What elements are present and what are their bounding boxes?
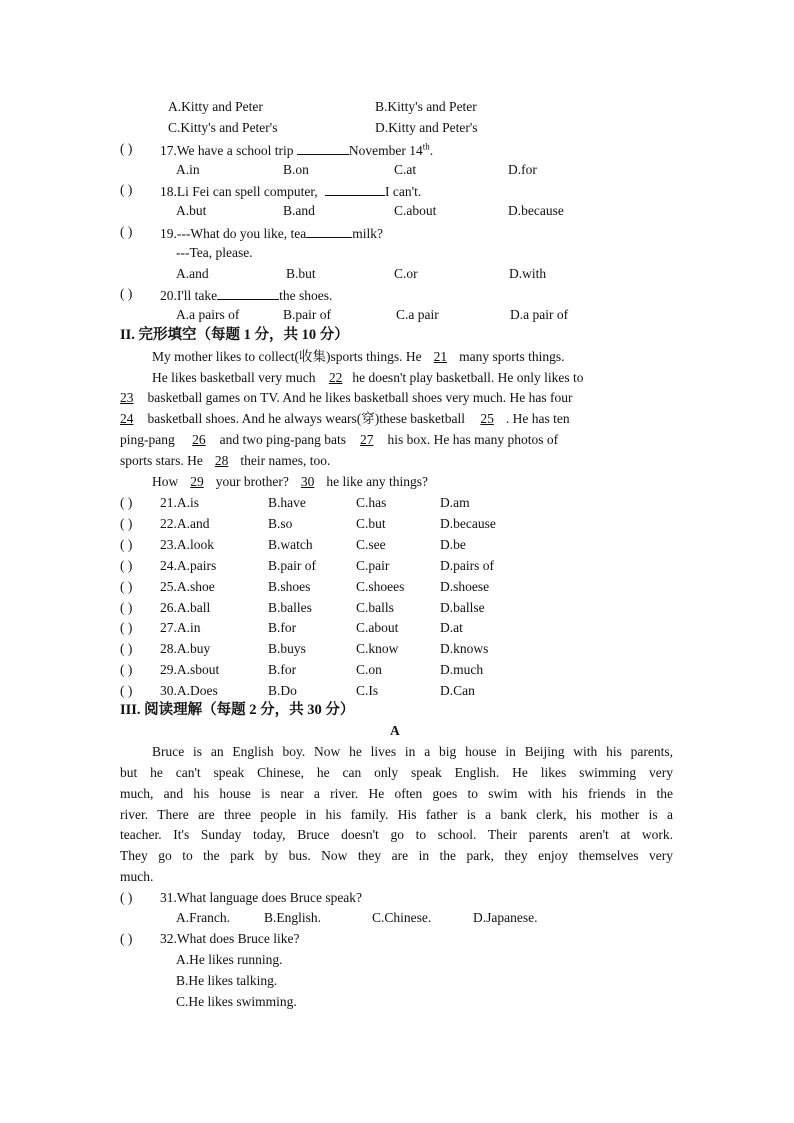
q17-end: . — [429, 143, 434, 158]
q19-after: milk? — [352, 226, 383, 241]
cloze-text: many sports things. — [459, 349, 565, 364]
cloze-question-option-b: B.for — [268, 620, 297, 635]
cloze-question-option-c: C.balls — [356, 600, 394, 615]
q17-after: November 14 — [348, 143, 423, 158]
passage-line-5: teacher. It's Sunday today, Bruce doesn't go to school. Their parents aren't at work. — [120, 827, 673, 842]
cloze-text: ping-pang — [120, 432, 179, 447]
cloze-text: sports stars. He — [120, 453, 203, 468]
passage-label: A — [390, 723, 400, 738]
cloze-question-option-b: B.Do — [268, 683, 297, 698]
q17-paren: ( ) — [120, 141, 133, 156]
cloze-question-option-c: C.but — [356, 516, 386, 531]
cloze-question-option-num: 26.A.ball — [160, 600, 211, 615]
cloze-question-option-d: D.because — [440, 516, 496, 531]
cloze-blank-30[interactable]: 30 — [300, 474, 315, 489]
cloze-question-option-b: B.shoes — [268, 579, 311, 594]
cloze-text: How — [152, 474, 179, 489]
passage-line-4: river. There are three people in his family. His father is a bank clerk, his mother is a — [120, 807, 673, 822]
cloze-text: and two ping-pang bats — [219, 432, 346, 447]
section2-heading: II. 完形填空（每题 1 分，共 10 分） — [120, 327, 349, 343]
q18-option-d: D.because — [508, 203, 564, 218]
cloze-blank-22[interactable]: 22 — [328, 370, 343, 385]
cloze-question-option-c: C.Is — [356, 683, 379, 698]
passage-line-1: Bruce is an English boy. Now he lives in a big house in Beijing with his parents, — [152, 744, 673, 759]
q19-paren: ( ) — [120, 224, 133, 239]
cloze-text: basketball games on TV. And he likes basketball shoes very much. He has four — [147, 390, 573, 405]
q19-stem — [160, 223, 383, 243]
cloze-text: your brother? — [215, 474, 289, 489]
q17-option-a: A.in — [176, 162, 200, 177]
q17-stem — [160, 140, 433, 160]
q18-option-a: A.but — [176, 203, 207, 218]
q20-after: the shoes. — [279, 288, 333, 303]
cloze-hint: 穿 — [361, 411, 375, 426]
cloze-question-option-d: D.at — [440, 620, 463, 635]
cloze-line-4 — [120, 410, 570, 428]
q17-stem-text: 17.We have a school trip — [160, 143, 294, 158]
q20-option-a: A.a pairs of — [176, 307, 240, 322]
q32-stem: 32.What does Bruce like? — [160, 931, 300, 946]
cloze-question-paren: ( ) — [120, 516, 133, 531]
q20-paren: ( ) — [120, 286, 133, 301]
q19-option-d: D.with — [509, 266, 547, 281]
cloze-text: their names, too. — [240, 453, 331, 468]
q20-stem-text: 20.I'll take — [160, 288, 218, 303]
cloze-line-2 — [152, 369, 583, 387]
q16-option-b: B.Kitty's and Peter — [375, 99, 477, 114]
cloze-line-5 — [120, 431, 558, 449]
q20-answer-blank[interactable] — [217, 285, 279, 300]
cloze-line-3 — [120, 389, 573, 407]
q16-option-a: A.Kitty and Peter — [168, 99, 263, 114]
q17-option-d: D.for — [508, 162, 537, 177]
cloze-question-option-d: D.ballse — [440, 600, 485, 615]
cloze-question-option-num: 30.A.Does — [160, 683, 218, 698]
cloze-question-paren: ( ) — [120, 662, 133, 677]
q31-option-a: A.Franch. — [176, 910, 230, 925]
q20-stem — [160, 285, 332, 305]
cloze-question-option-b: B.so — [268, 516, 293, 531]
cloze-line-7 — [152, 473, 428, 491]
q18-stem-text: 18.Li Fei can spell computer, — [160, 184, 318, 199]
cloze-question-option-c: C.pair — [356, 558, 390, 573]
cloze-question-option-d: D.Can — [440, 683, 475, 698]
passage-line-3: much, and his house is near a river. He often goes to swim with his friends in the — [120, 786, 673, 801]
section3-heading: III. 阅读理解（每题 2 分，共 30 分） — [120, 702, 355, 718]
q32-option-c: C.He likes swimming. — [176, 994, 297, 1009]
cloze-question-option-d: D.knows — [440, 641, 489, 656]
cloze-line-6 — [120, 452, 330, 470]
cloze-text: )sports things. He — [325, 349, 422, 364]
cloze-text: basketball shoes. And he always wears( — [147, 411, 362, 426]
cloze-question-paren: ( ) — [120, 600, 133, 615]
q20-option-c: C.a pair — [396, 307, 439, 322]
cloze-question-option-d: D.be — [440, 537, 466, 552]
q31-paren: ( ) — [120, 890, 133, 905]
cloze-blank-29[interactable]: 29 — [190, 474, 204, 489]
q17-answer-blank[interactable] — [297, 140, 349, 155]
cloze-question-paren: ( ) — [120, 495, 133, 510]
q31-option-b: B.English. — [264, 910, 322, 925]
cloze-question-option-b: B.buys — [268, 641, 306, 656]
cloze-text: . He has ten — [505, 411, 570, 426]
cloze-question-option-b: B.watch — [268, 537, 313, 552]
q17-option-b: B.on — [283, 162, 309, 177]
cloze-text: )these basketball — [374, 411, 469, 426]
q18-answer-blank[interactable] — [325, 181, 385, 196]
cloze-question-option-b: B.for — [268, 662, 297, 677]
q20-option-d: D.a pair of — [510, 307, 569, 322]
cloze-text: his box. He has many photos of — [387, 432, 559, 447]
cloze-question-option-b: B.have — [268, 495, 306, 510]
cloze-question-option-d: D.much — [440, 662, 484, 677]
cloze-question-paren: ( ) — [120, 641, 133, 656]
q20-option-b: B.pair of — [283, 307, 331, 322]
cloze-question-option-c: C.know — [356, 641, 399, 656]
cloze-question-option-c: C.see — [356, 537, 386, 552]
cloze-blank-24[interactable]: 24 — [120, 411, 134, 426]
q19-option-a: A.and — [176, 266, 209, 281]
cloze-text: he like any things? — [326, 474, 428, 489]
cloze-question-option-num: 21.A.is — [160, 495, 200, 510]
q31-option-d: D.Japanese. — [473, 910, 538, 925]
passage-line-6: They go to the park by bus. Now they are in the park, they enjoy themselves very — [120, 848, 673, 863]
q19-option-c: C.or — [394, 266, 418, 281]
cloze-question-option-b: B.pair of — [268, 558, 316, 573]
cloze-question-paren: ( ) — [120, 537, 133, 552]
cloze-question-option-num: 25.A.shoe — [160, 579, 215, 594]
cloze-question-paren: ( ) — [120, 683, 133, 698]
cloze-question-option-d: D.am — [440, 495, 470, 510]
cloze-question-option-d: D.pairs of — [440, 558, 494, 573]
q31-option-c: C.Chinese. — [372, 910, 432, 925]
cloze-blank-27[interactable]: 27 — [359, 432, 374, 447]
cloze-question-option-c: C.has — [356, 495, 387, 510]
passage-line-2: but he can't speak Chinese, he can only speak English. He likes swimming very — [120, 765, 673, 780]
q32-option-a: A.He likes running. — [176, 952, 283, 967]
cloze-question-option-num: 29.A.sbout — [160, 662, 220, 677]
cloze-question-option-num: 22.A.and — [160, 516, 210, 531]
cloze-blank-28[interactable]: 28 — [214, 453, 229, 468]
q16-option-c: C.Kitty's and Peter's — [168, 120, 278, 135]
cloze-question-option-num: 24.A.pairs — [160, 558, 217, 573]
cloze-blank-25[interactable]: 25 — [480, 411, 494, 426]
cloze-text: he doesn't play basketball. He only likes to — [352, 370, 584, 385]
cloze-line-1 — [152, 348, 564, 366]
q31-stem: 31.What language does Bruce speak? — [160, 890, 363, 905]
q17-sup: th — [422, 141, 430, 152]
cloze-text: He likes basketball very much — [152, 370, 319, 385]
cloze-question-option-num: 23.A.look — [160, 537, 214, 552]
q18-after: I can't. — [385, 184, 422, 199]
q18-option-b: B.and — [283, 203, 315, 218]
cloze-blank-23[interactable]: 23 — [120, 390, 134, 405]
cloze-blank-21[interactable]: 21 — [433, 349, 448, 364]
cloze-question-option-b: B.balles — [268, 600, 312, 615]
cloze-question-paren: ( ) — [120, 579, 133, 594]
cloze-question-option-num: 27.A.in — [160, 620, 201, 635]
cloze-question-option-num: 28.A.buy — [160, 641, 211, 656]
q19-option-b: B.but — [286, 266, 316, 281]
cloze-hint: 收集 — [298, 349, 326, 364]
cloze-question-option-c: C.shoees — [356, 579, 405, 594]
q18-option-c: C.about — [394, 203, 437, 218]
cloze-text: My mother likes to collect( — [152, 349, 299, 364]
q18-stem — [160, 181, 421, 201]
q32-option-b: B.He likes talking. — [176, 973, 278, 988]
passage-line-7: much. — [120, 869, 154, 884]
cloze-question-option-c: C.on — [356, 662, 382, 677]
q16-option-d: D.Kitty and Peter's — [375, 120, 478, 135]
cloze-question-option-c: C.about — [356, 620, 399, 635]
cloze-question-paren: ( ) — [120, 558, 133, 573]
cloze-question-paren: ( ) — [120, 620, 133, 635]
q19-stem-text: 19.---What do you like, tea — [160, 226, 307, 241]
q32-paren: ( ) — [120, 931, 133, 946]
cloze-question-option-d: D.shoese — [440, 579, 490, 594]
q18-paren: ( ) — [120, 182, 133, 197]
q17-option-c: C.at — [394, 162, 417, 177]
q19-answer-blank[interactable] — [306, 223, 352, 238]
cloze-blank-26[interactable]: 26 — [192, 432, 206, 447]
q19-reply: ---Tea, please. — [176, 245, 253, 260]
